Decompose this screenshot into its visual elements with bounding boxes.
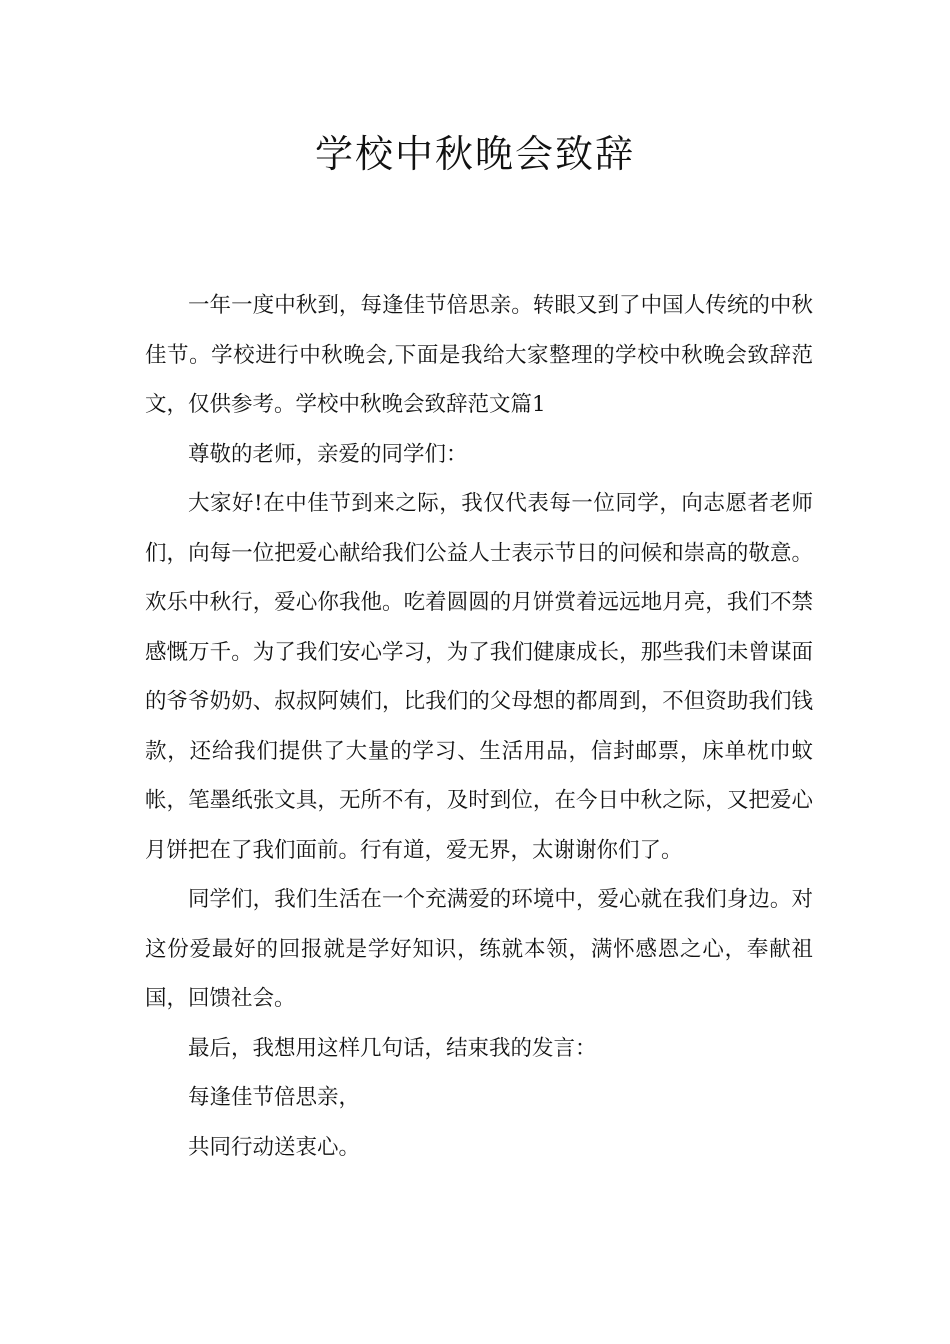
document-title: 学校中秋晚会致辞 [314,132,635,176]
salutation-paragraph: 尊敬的老师，亲爱的同学们： [188,441,468,467]
verse-line-1: 每逢佳节倍思亲， [188,1085,361,1110]
closing-paragraph: 最后，我想用这样几句话，结束我的发言： [188,1035,597,1061]
document-body [145,281,813,1172]
students-paragraph: 同学们，我们生活在一个充满爱的环境中，爱心就在我们身边。对这份爱最好的回报就是学好知识，练就本领，满怀感恩之心，奉献祖国，回馈社会。 [145,887,813,1011]
greeting-paragraph: 大家好!在中佳节到来之际，我仅代表每一位同学，向志愿者老师们，向每一位把爱心献给我们公益人士表示节日的问候和崇高的敬意。欢乐中秋行，爱心你我他。吃着圆圆的月饼赏着远远地月亮，我们不禁感慨万千。为了我们安心学习，为了我们健康成长，那些我们未曾谋面的爷爷奶奶、叔叔阿姨们，比我们的父母想的都周到，不但资助我们钱款，还给我们提供了大量的学习、生活用品，信封邮票，床单枕巾蚊帐，笔墨纸张文具，无所不有，及时到位，在今日中秋之际，又把爱心月饼把在了我们面前。行有道，爱无界，太谢谢你们了。 [145,491,813,863]
verse-line-2: 共同行动送衷心。 [188,1134,361,1160]
intro-paragraph: 一年一度中秋到，每逢佳节倍思亲。转眼又到了中国人传统的中秋佳节。学校进行中秋晚会,下面是我给大家整理的学校中秋晚会致辞范文，仅供参考。学校中秋晚会致辞范文篇1 [145,293,813,417]
